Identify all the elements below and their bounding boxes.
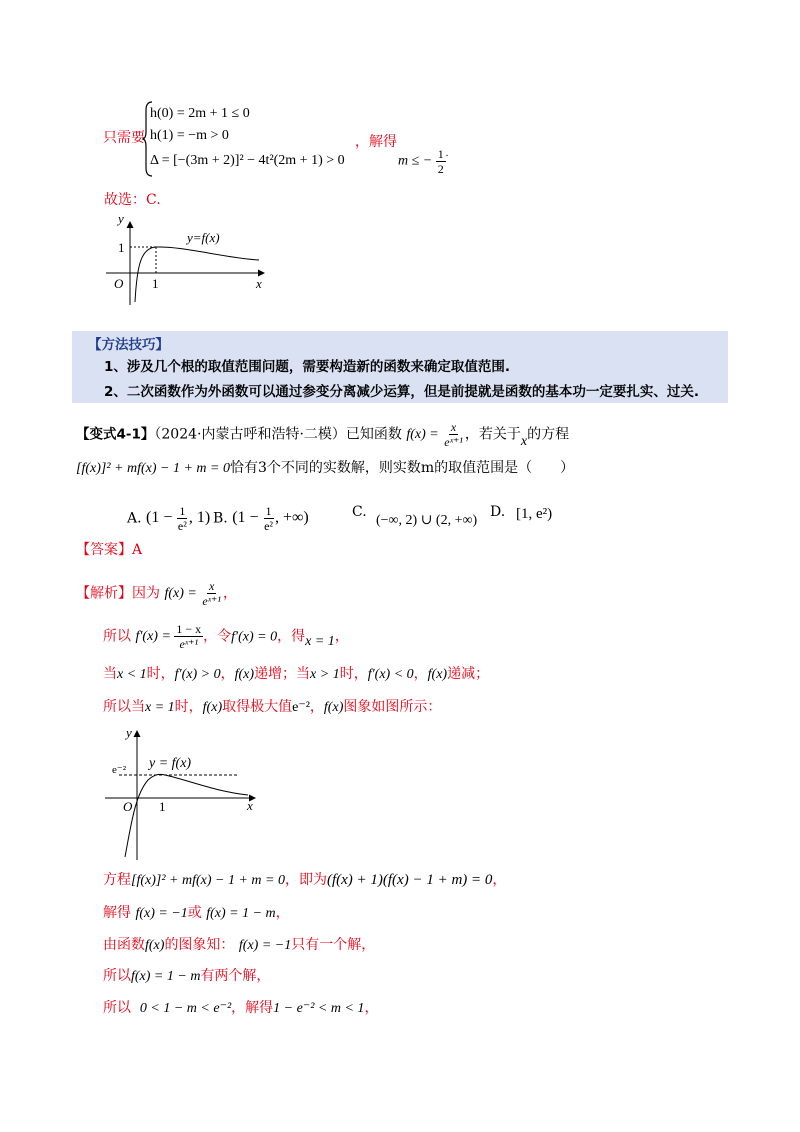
- solve-label: ，解得: [355, 134, 397, 150]
- y-tick-label: e⁻²: [112, 764, 126, 776]
- analysis-line-4: 所以当x = 1时，f(x)取得极大值e⁻²，f(x)图象如图所示：: [103, 699, 442, 715]
- problem-line-2: [76, 458, 574, 479]
- problem-statement: 恰有3个不同的实数解，则实数m的取值范围是（ ）: [229, 460, 575, 476]
- problem-header: 【变式4-1】（2024·内蒙古呼和浩特·二模）已知函数 f(x) = $\frac{x}{\text{eˣ⁺¹}}$ ，若关于x的方程: [76, 420, 570, 449]
- system-line-1: h(0) = 2m + 1 ≤ 0: [150, 106, 250, 121]
- analysis-line-1: 【解析】因为 f(x) = $\frac{x}{\text{eˣ⁺¹}}$ ，: [76, 579, 237, 608]
- option-b[interactable]: B. (1 − $\frac{1}{\text{e²}}$ , +∞): [213, 504, 309, 533]
- x-tick-label: 1: [159, 799, 166, 814]
- only-need-label: 只需要: [103, 130, 145, 146]
- problem-source: （2024·内蒙古呼和浩特·二模）已知函数: [154, 426, 402, 443]
- origin-label: O: [114, 276, 124, 291]
- curve: [135, 247, 259, 302]
- y-label: y: [126, 725, 132, 740]
- option-a[interactable]: A. (1 − $\frac{1}{\text{e²}}$ , 1): [127, 504, 211, 533]
- analysis-line-2: 所以 f′(x) = $\frac{1 - x}{\text{eˣ⁺¹}}$ ，令f′(x) = 0，得x = 1，: [103, 622, 349, 651]
- tips-title: 【方法技巧】: [88, 337, 169, 353]
- result-inequality: m ≤ − $\frac{1}{2}$ .: [398, 147, 449, 176]
- tips-item-1: 1、涉及几个根的取值范围问题，需要构造新的函数来确定取值范围.: [104, 359, 511, 375]
- problem-equation: [f(x)]² + mf(x) − 1 + m = 0: [76, 461, 230, 476]
- result-fraction: $\frac{1}{2}$: [437, 147, 444, 176]
- analysis-line-7: 由函数f(x)的图象知： f(x) = −1只有一个解，: [103, 937, 376, 953]
- analysis-line-3: 当x < 1时，f′(x) > 0，f(x)递增；当x > 1时，f′(x) < 0，f(x)递减；: [103, 666, 490, 682]
- problem-fx: f(x) = $\frac{x}{\text{eˣ⁺¹}}$: [406, 420, 463, 449]
- analysis-line-6: 解得 f(x) = −1或 f(x) = 1 − m，: [103, 905, 290, 921]
- graph-2: [103, 725, 268, 865]
- origin-label: O: [123, 799, 133, 814]
- problem-tag: 【变式4-1】: [76, 426, 155, 443]
- x-label: x: [247, 798, 253, 813]
- analysis-line-5: 方程[f(x)]² + mf(x) − 1 + m = 0，即为(f(x) + 1)(f(x) − 1 + m) = 0，: [103, 872, 507, 888]
- curve-label: y=f(x): [187, 230, 220, 245]
- analysis-line-8: 所以f(x) = 1 − m有两个解，: [103, 968, 271, 984]
- option-c-label[interactable]: C.: [352, 504, 367, 520]
- system-line-3: Δ = [−(3m + 2)]² − 4t²(2m + 1) > 0: [150, 153, 345, 168]
- answer-line: 【答案】A: [76, 542, 143, 558]
- answer-choice: 故选：C.: [104, 192, 161, 208]
- curve: [125, 774, 248, 857]
- graph-1: [104, 210, 274, 310]
- system-line-2: h(1) = −m > 0: [150, 128, 229, 143]
- option-c[interactable]: (−∞, 2) ∪ (2, +∞): [376, 513, 478, 528]
- problem-var: x: [520, 433, 528, 449]
- x-tick-label: 1: [152, 276, 159, 291]
- analysis-line-9: 所以 0 < 1 − m < e⁻²，解得1 − e⁻² < m < 1，: [103, 1000, 379, 1016]
- curve-label: y = f(x): [149, 756, 192, 771]
- y-tick-label: 1: [118, 240, 125, 255]
- option-d-label[interactable]: D.: [490, 504, 506, 520]
- tips-item-2: 2、二次函数作为外函数可以通过参变分离减少运算，但是前提就是函数的基本功一定要扎实、过关.: [104, 384, 700, 400]
- y-label: y: [118, 211, 124, 226]
- option-d[interactable]: [1, e²): [516, 506, 553, 522]
- method-tips-box: [72, 331, 728, 403]
- x-label: x: [256, 276, 262, 291]
- answer-value: A: [132, 542, 143, 558]
